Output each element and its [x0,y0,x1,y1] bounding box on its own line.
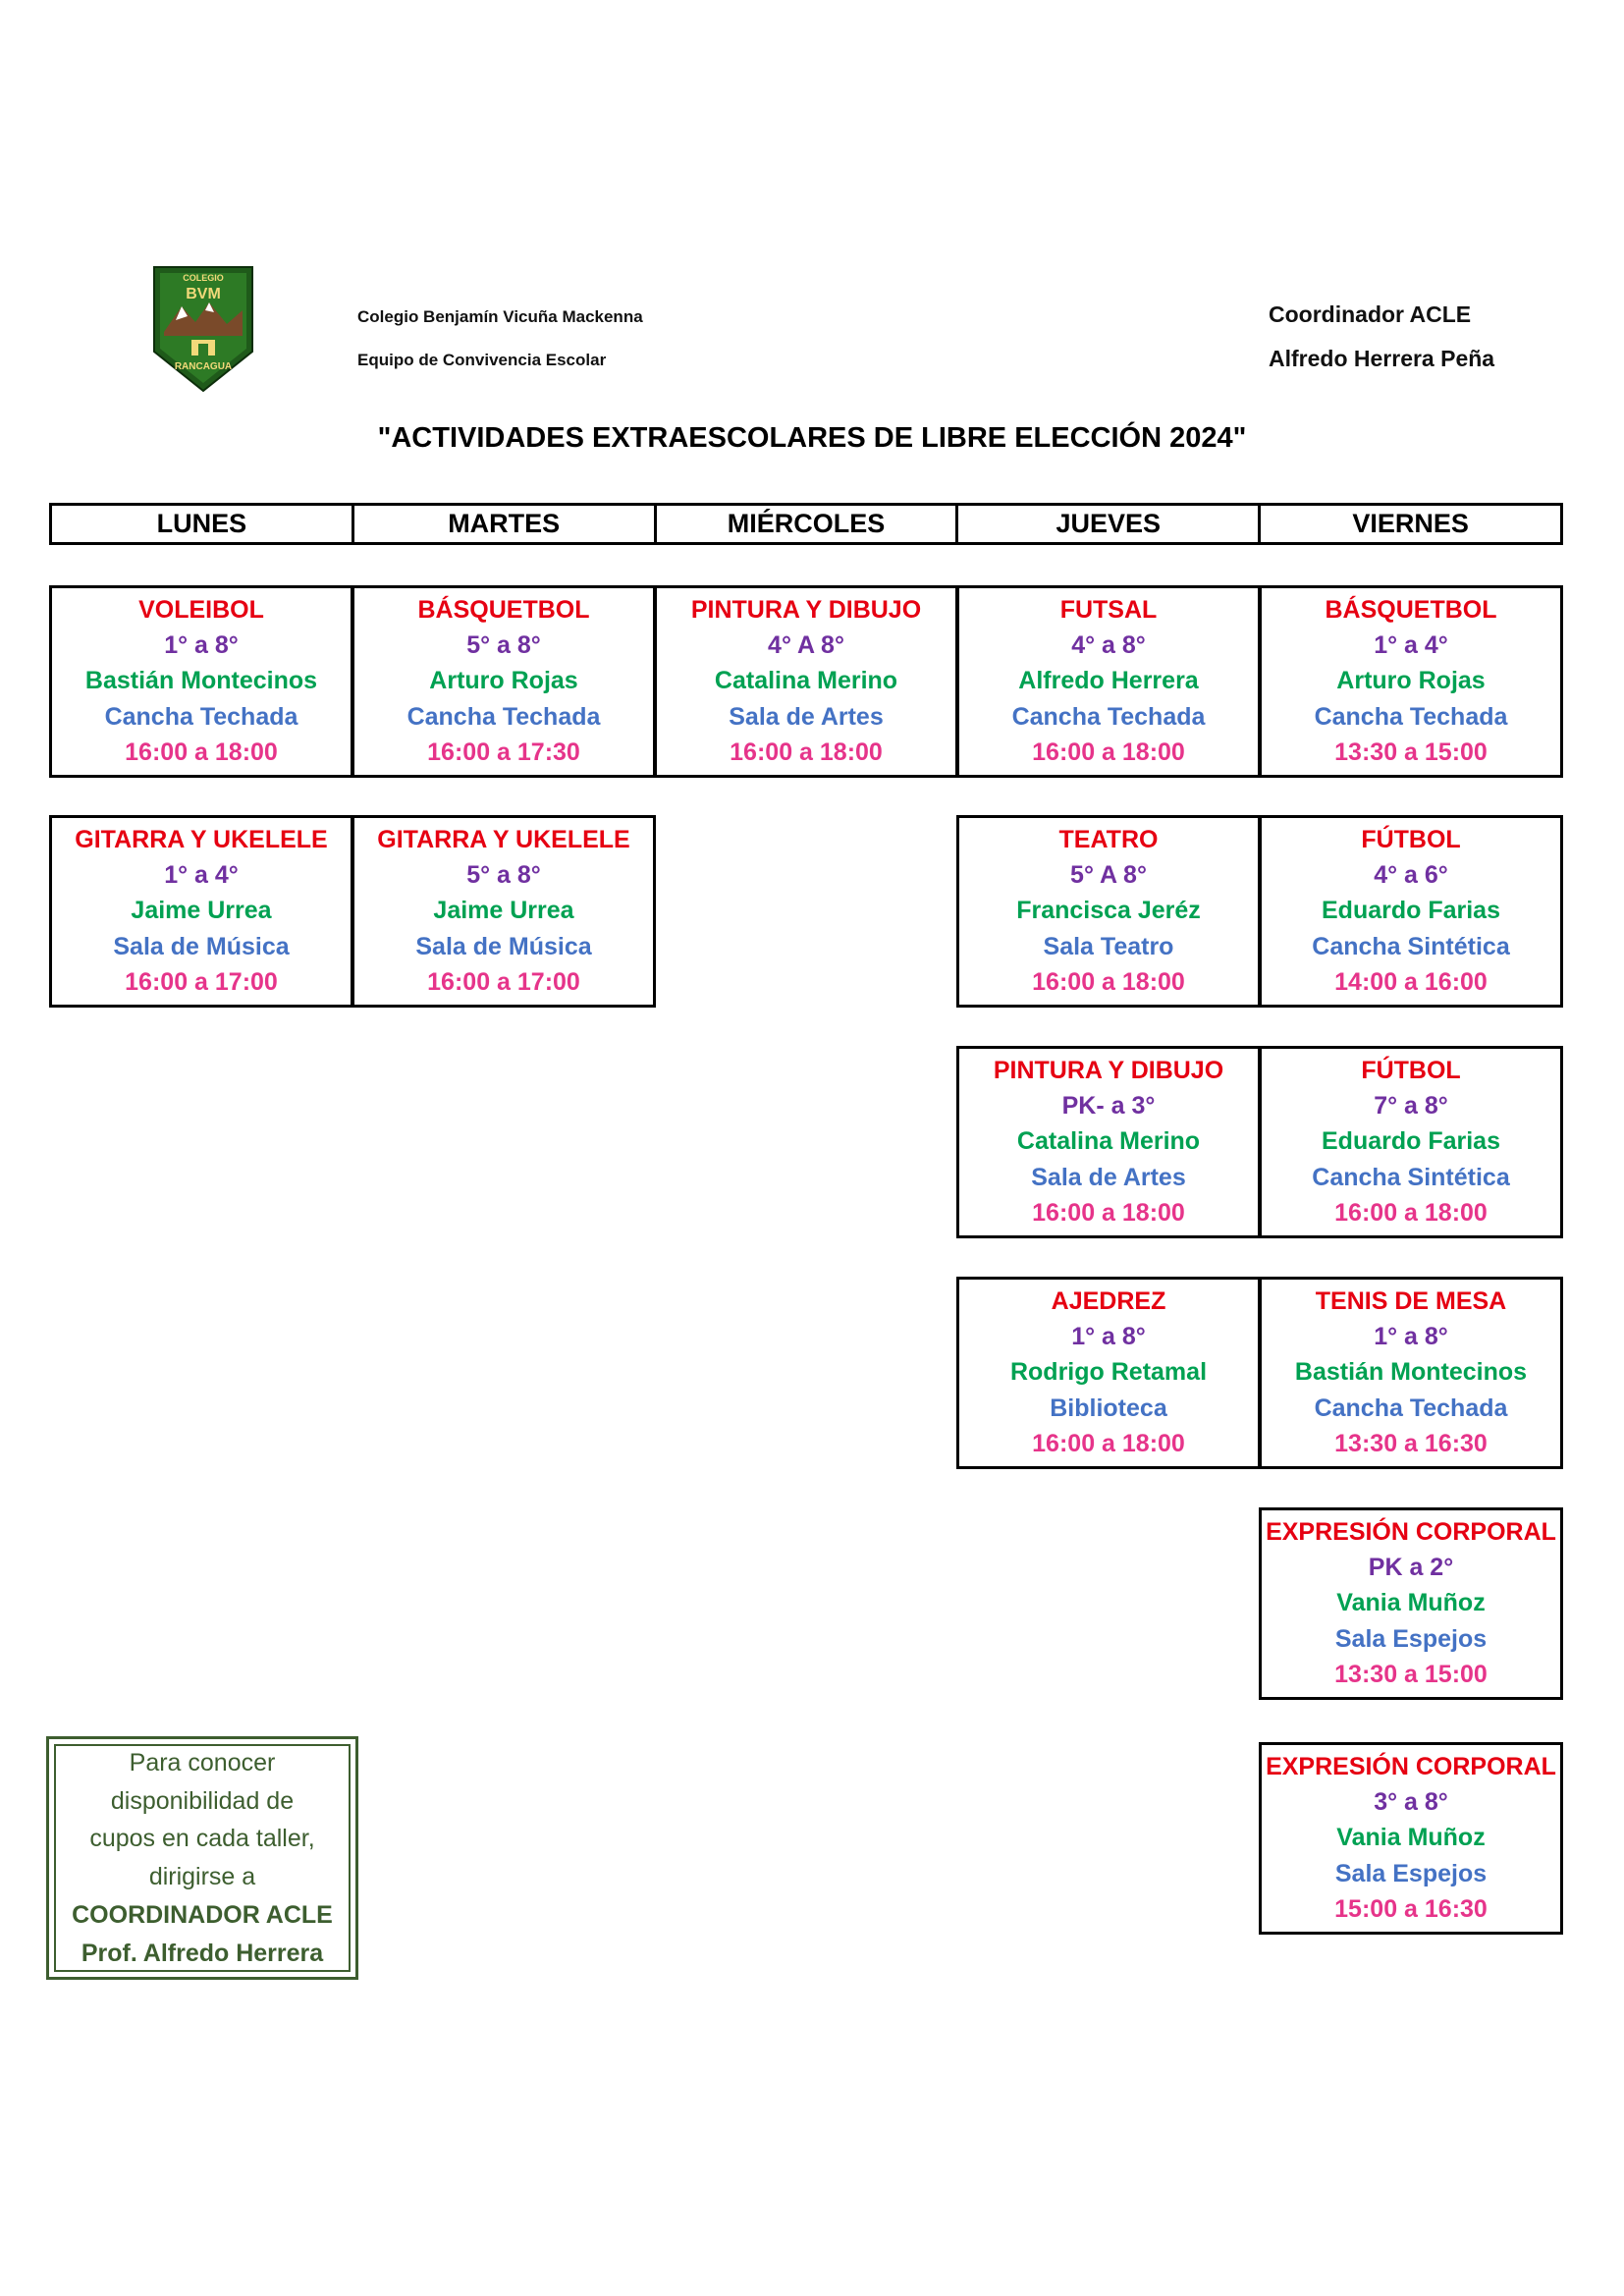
activity-time: 16:00 a 17:00 [125,967,278,996]
logo-top-text: COLEGIO [183,273,224,283]
activity-time: 16:00 a 18:00 [1032,738,1185,766]
activity-name: AJEDREZ [1051,1286,1166,1315]
activity-teacher: Eduardo Farias [1322,897,1500,925]
activity-card [956,1277,1261,1469]
activity-place: Cancha Techada [1314,702,1508,731]
activity-time: 16:00 a 18:00 [730,738,883,766]
activity-card [956,815,1261,1008]
day-header-lunes: LUNES [156,509,247,538]
activity-time: 16:00 a 18:00 [1032,967,1185,996]
activity-teacher: Arturo Rojas [429,667,578,695]
activity-place: Cancha Techada [406,702,601,731]
activity-name: BÁSQUETBOL [417,595,590,624]
activity-name: FUTSAL [1059,595,1158,624]
info-line: Para conocer [129,1748,276,1777]
activity-place: Sala de Artes [1031,1163,1186,1191]
activity-place: Sala Teatro [1043,932,1174,960]
day-header-miercoles: MIÉRCOLES [654,506,956,542]
activity-time: 13:30 a 15:00 [1334,1660,1488,1688]
activity-place: Cancha Sintética [1312,1163,1510,1191]
activity-card [1259,1507,1563,1700]
info-line: cupos en cada taller, [89,1825,315,1853]
info-line: dirigirse a [148,1863,256,1890]
activity-grades: 3° a 8° [1374,1788,1448,1816]
activity-place: Cancha Sintética [1312,932,1510,960]
activity-card [956,585,1261,778]
activity-grades: 1° a 4° [1374,631,1448,659]
activity-teacher: Arturo Rojas [1336,667,1486,695]
activity-grades: 1° a 8° [1071,1323,1146,1350]
activity-name: GITARRA Y UKELELE [377,825,630,853]
school-logo [152,265,254,393]
activity-card [654,585,958,778]
activity-name: VOLEIBOL [138,595,264,624]
activity-teacher: Catalina Merino [714,667,898,695]
activity-teacher: Rodrigo Retamal [1009,1358,1208,1387]
coordinator-role: Coordinador ACLE [1269,301,1472,327]
day-header-martes: MARTES [352,506,654,542]
info-box-inner [54,1744,351,1972]
activity-time: 16:00 a 17:00 [427,967,580,996]
activity-place: Biblioteca [1050,1394,1167,1422]
activity-card [1259,815,1563,1008]
activity-teacher: Francisca Jeréz [1016,897,1201,925]
document-title: "ACTIVIDADES EXTRAESCOLARES DE LIBRE ELECCIÓN 2024" [377,422,1247,454]
activity-time: 14:00 a 16:00 [1334,967,1488,996]
activity-teacher: Jaime Urrea [131,897,272,925]
activity-teacher: Vania Muñoz [1336,1824,1486,1852]
activity-place: Cancha Techada [1314,1394,1508,1422]
activity-place: Sala de Artes [729,702,884,731]
activity-time: 16:00 a 18:00 [1032,1429,1185,1457]
activity-place: Sala Espejos [1334,1859,1488,1887]
activity-card [1259,1742,1563,1935]
activity-grades: 1° a 4° [164,861,239,889]
activity-time: 16:00 a 18:00 [125,738,278,766]
activity-card [1259,585,1563,778]
activity-name: FÚTBOL [1361,825,1461,853]
activity-grades: PK- a 3° [1061,1092,1156,1120]
activity-card [1259,1277,1563,1469]
day-header-row [49,503,1563,545]
activity-card [352,585,656,778]
activity-teacher: Eduardo Farias [1322,1127,1500,1156]
activity-teacher: Bastián Montecinos [84,667,318,695]
activity-time: 13:30 a 15:00 [1334,738,1488,766]
activity-card [352,815,656,1008]
activity-grades: 7° a 8° [1374,1092,1448,1120]
info-box [46,1736,358,1980]
activity-place: Sala Espejos [1334,1624,1488,1653]
activity-place: Cancha Techada [104,702,298,731]
activity-time: 16:00 a 18:00 [1032,1198,1185,1227]
activity-name: EXPRESIÓN CORPORAL [1266,1752,1556,1780]
activity-name: TENIS DE MESA [1315,1286,1507,1315]
activity-time: 13:30 a 16:30 [1334,1429,1488,1457]
activity-teacher: Catalina Merino [1016,1127,1201,1156]
activity-name: BÁSQUETBOL [1325,595,1497,624]
activity-grades: 5° A 8° [1070,861,1147,889]
activity-grades: PK a 2° [1368,1554,1454,1581]
activity-card [1259,1046,1563,1238]
info-coordinator-label: COORDINADOR ACLE [72,1900,333,1929]
activity-card [49,585,353,778]
activity-grades: 5° a 8° [466,861,541,889]
activity-place: Sala de Música [415,932,592,960]
activity-grades: 4° A 8° [768,631,844,659]
school-name: Colegio Benjamín Vicuña Mackenna [357,307,643,326]
activity-name: PINTURA Y DIBUJO [690,595,922,624]
activity-grades: 5° a 8° [466,631,541,659]
activity-card [49,815,353,1008]
day-header-jueves: JUEVES [955,506,1258,542]
activity-teacher: Vania Muñoz [1336,1589,1486,1617]
logo-initials: BVM [186,286,221,302]
activity-name: EXPRESIÓN CORPORAL [1266,1517,1556,1546]
info-line: disponibilidad de [110,1786,295,1815]
activity-teacher: Bastián Montecinos [1294,1358,1528,1387]
activity-card [956,1046,1261,1238]
department-name: Equipo de Convivencia Escolar [357,351,607,369]
activity-time: 16:00 a 17:30 [427,738,580,766]
activity-place: Cancha Techada [1011,702,1206,731]
activity-place: Sala de Música [113,932,290,960]
activity-name: TEATRO [1058,825,1159,853]
coordinator-name: Alfredo Herrera Peña [1269,346,1495,371]
activity-teacher: Jaime Urrea [433,897,574,925]
activity-grades: 1° a 8° [164,631,239,659]
activity-grades: 4° a 8° [1071,631,1146,659]
activity-name: GITARRA Y UKELELE [75,825,328,853]
day-header-viernes: VIERNES [1258,506,1560,542]
info-coordinator-name: Prof. Alfredo Herrera [81,1939,324,1967]
activity-grades: 1° a 8° [1374,1323,1448,1350]
activity-teacher: Alfredo Herrera [1018,667,1199,695]
activity-name: PINTURA Y DIBUJO [993,1056,1224,1084]
activity-time: 15:00 a 16:30 [1334,1894,1488,1923]
activity-name: FÚTBOL [1361,1056,1461,1084]
logo-bottom-text: RANCAGUA [174,361,233,372]
activity-time: 16:00 a 18:00 [1334,1198,1488,1227]
activity-grades: 4° a 6° [1374,861,1448,889]
